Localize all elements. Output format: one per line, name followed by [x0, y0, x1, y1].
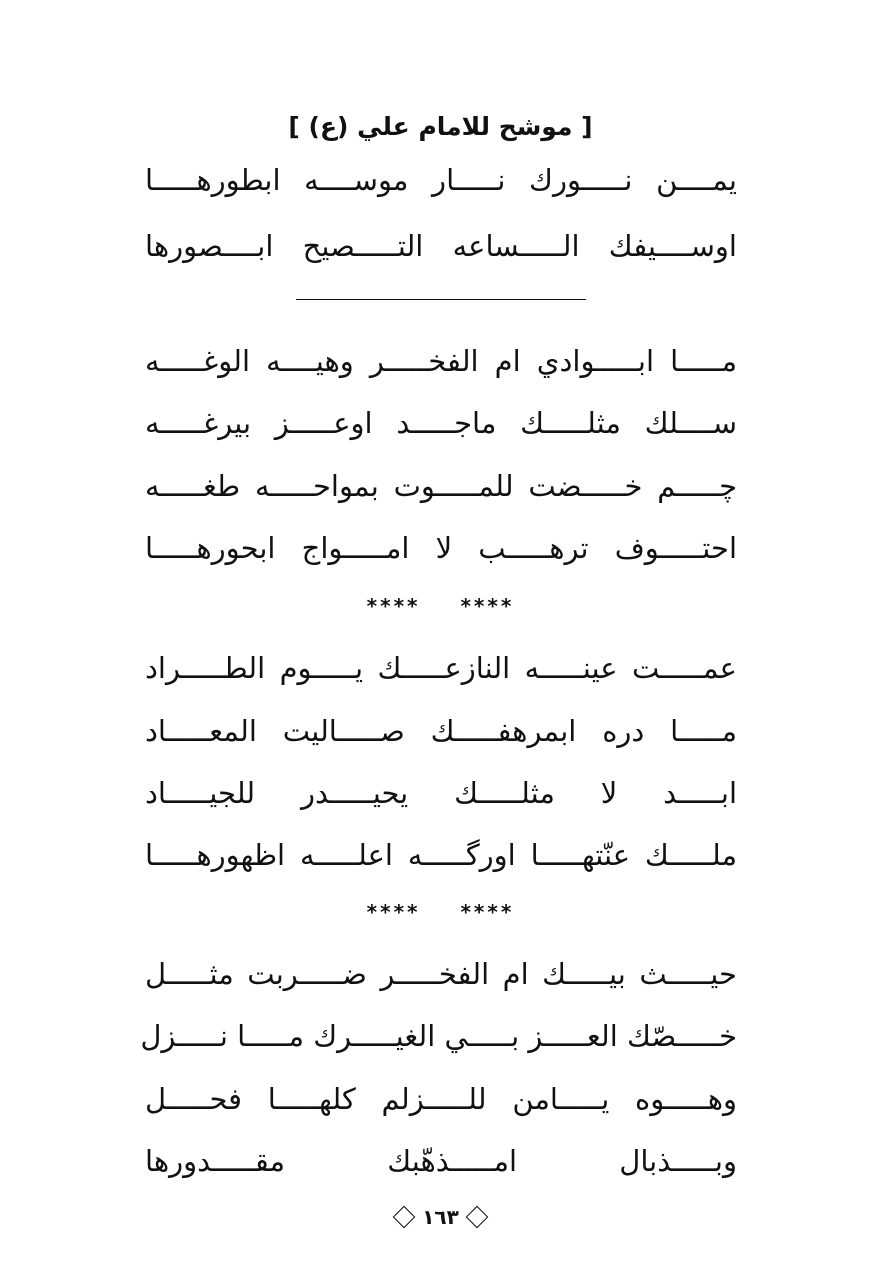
verse-line: وهـــــوه يـــــامن للـــــزلم كلهـــــا فحـــــل [145, 1082, 737, 1116]
verse-line: اوســــيفك الـــــساعه التـــــصيح ابــــصورها [145, 229, 737, 263]
verse-line: يمــــن نـــــورك نـــــار موســــه ابطورهـــــا [145, 163, 737, 197]
ornament-icon [466, 1205, 489, 1228]
verse-line: مـــــا دره ابمرهفـــــك صـــــاليت المعـــــاد [145, 714, 737, 748]
divider-line [296, 299, 586, 300]
verse-line: چـــــم خـــــضت للمـــــوت بمواحـــــه طغـــــه [145, 469, 737, 503]
ornament-icon [393, 1205, 416, 1228]
verse-line: عمـــــت عينـــــه النازعـــــك يـــــوم الطـــــراد [145, 651, 737, 685]
poem-title: [ موشح للامام علي (ع) ] [288, 112, 593, 141]
verse-line: حيـــــث بيـــــك ام الفخـــــر ضـــــربت مثـــــل [145, 957, 737, 991]
stanza-separator: **** **** [366, 594, 515, 618]
stanza-separator: **** **** [366, 900, 515, 924]
verse-line: ســــلك مثلـــــك ماجـــــد اوعـــــز بيرغـــــه [145, 406, 737, 440]
verse-line: احتـــــوف ترهـــــب لا امـــــواج ابحورهـــــا [145, 531, 737, 565]
verse-line: ابـــــد لا مثلـــــك يحيـــــدر للجيـــــاد [145, 776, 737, 810]
page-number-footer [0, 1203, 881, 1229]
verse-line: وبـــــذبال امـــــذهّبك مقـــــدورها [145, 1144, 737, 1178]
verse-line: مـــــا ابـــــوادي ام الفخـــــر وهيــــه الوغـــــه [145, 344, 737, 378]
page-number: ١٦٣ [422, 1204, 459, 1229]
verse-line: ملـــــك عنّتهـــــا اورگـــــه اعلـــــه اظهورهـــــا [145, 838, 737, 872]
verse-line: خـــــصّك العـــــز بـــــي الغيـــــرك مـــــا نـــــزل [140, 1019, 737, 1053]
